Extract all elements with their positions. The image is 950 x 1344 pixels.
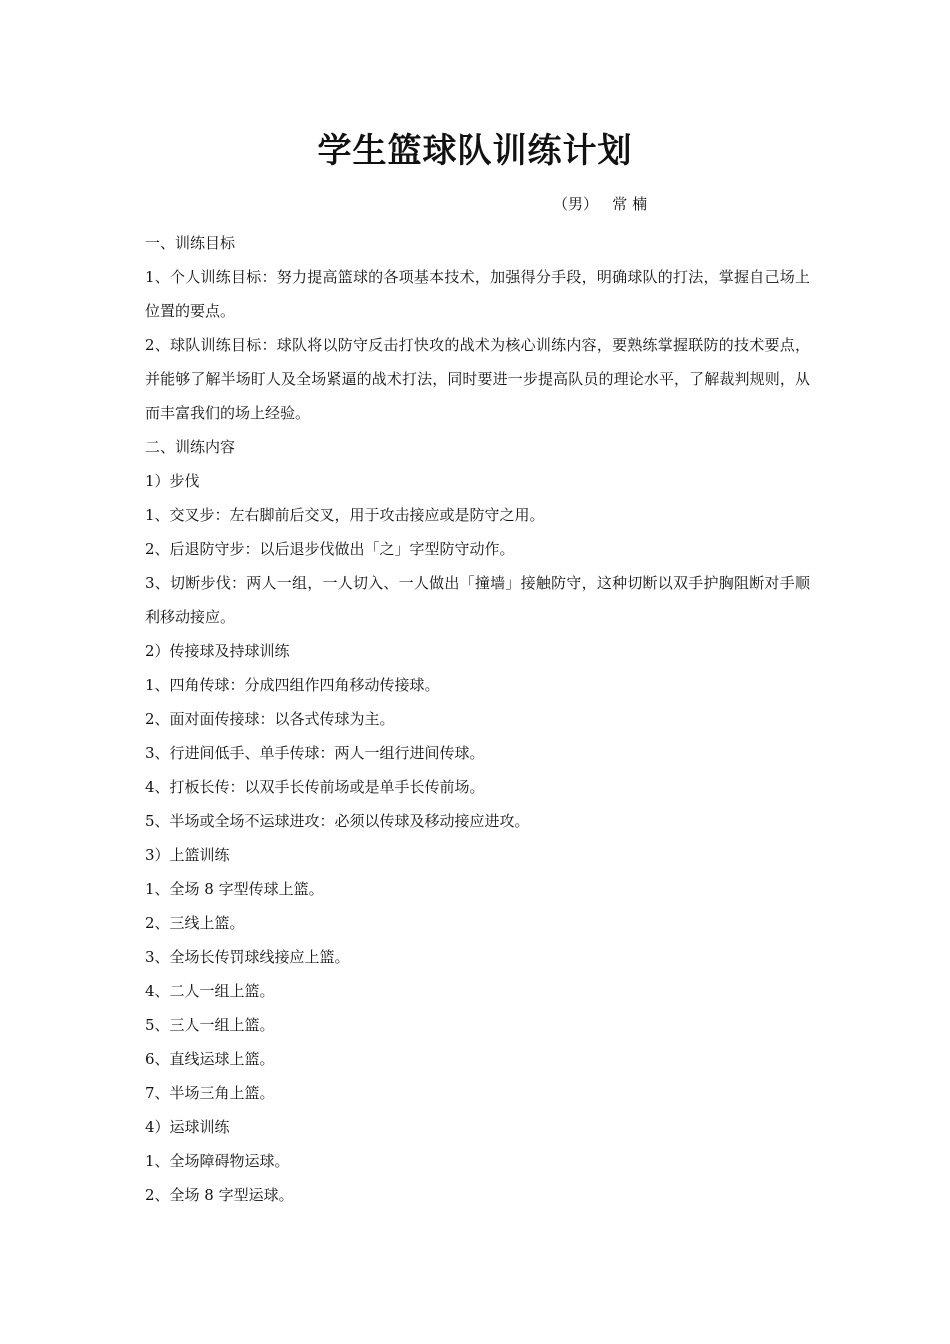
paragraph: 1、个人训练目标：努力提高篮球的各项基本技术，加强得分手段，明确球队的打法，掌握自己场上位置的要点。 bbox=[145, 268, 810, 320]
list-item: 4、打板长传：以双手长传前场或是单手长传前场。 bbox=[145, 778, 485, 796]
list-item: 2、面对面传接球：以各式传球为主。 bbox=[145, 710, 395, 728]
list-item: 6、直线运球上篮。 bbox=[145, 1050, 275, 1068]
document-body bbox=[145, 226, 810, 1212]
list-item: 4、二人一组上篮。 bbox=[145, 982, 275, 1000]
paragraph: 2、球队训练目标：球队将以防守反击打快攻的战术为核心训练内容，要熟练掌握联防的技术要点，并能够了解半场盯人及全场紧逼的战术打法，同时要进一步提高队员的理论水平，了解裁判规则，从而丰富我们的场上经验。 bbox=[145, 336, 810, 422]
list-item: 1、全场 8 字型传球上篮。 bbox=[145, 880, 324, 898]
subsection-heading: 4）运球训练 bbox=[145, 1118, 230, 1136]
section-heading: 一、训练目标 bbox=[145, 234, 236, 252]
list-item: 2、全场 8 字型运球。 bbox=[145, 1186, 294, 1204]
list-item: 5、半场或全场不运球进攻：必须以传球及移动接应进攻。 bbox=[145, 812, 530, 830]
list-item: 1、四角传球：分成四组作四角移动传接球。 bbox=[145, 676, 440, 694]
list-item: 2、三线上篮。 bbox=[145, 914, 245, 932]
list-item: 5、三人一组上篮。 bbox=[145, 1016, 275, 1034]
list-item: 3、行进间低手、单手传球：两人一组行进间传球。 bbox=[145, 744, 485, 762]
list-item: 2、后退防守步：以后退步伐做出「之」字型防守动作。 bbox=[145, 540, 515, 558]
page-title: 学生篮球队训练计划 bbox=[317, 131, 633, 171]
subsection-heading: 2）传接球及持球训练 bbox=[145, 642, 290, 660]
list-item: 1、交叉步：左右脚前后交叉，用于攻击接应或是防守之用。 bbox=[145, 506, 545, 524]
author-line: （男） 常 楠 bbox=[553, 195, 648, 213]
list-item: 3、全场长传罚球线接应上篮。 bbox=[145, 948, 350, 966]
subsection-heading: 3）上篮训练 bbox=[145, 846, 230, 864]
section-heading: 二、训练内容 bbox=[145, 438, 236, 456]
list-item: 7、半场三角上篮。 bbox=[145, 1084, 275, 1102]
subsection-heading: 1）步伐 bbox=[145, 472, 200, 490]
list-item: 3、切断步伐：两人一组，一人切入、一人做出「撞墙」接触防守，这种切断以双手护胸阻断对手顺利移动接应。 bbox=[145, 574, 810, 626]
list-item: 1、全场障碍物运球。 bbox=[145, 1152, 290, 1170]
